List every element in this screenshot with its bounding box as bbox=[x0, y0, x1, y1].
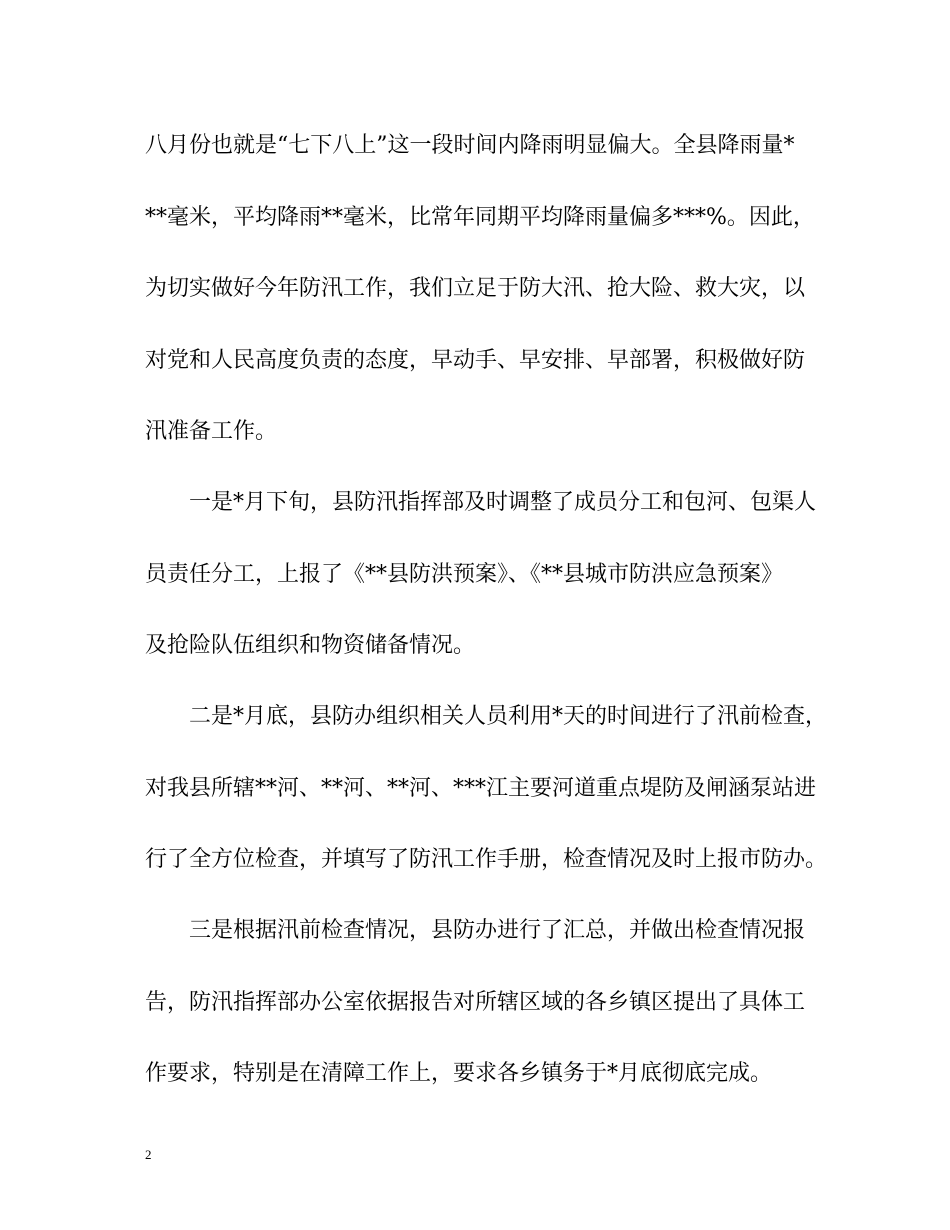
paragraph-line: 八月份也就是“七下八上”这一段时间内降雨明显偏大。全县降雨量* bbox=[145, 133, 795, 158]
paragraph-line: 员责任分工，上报了《**县防洪预案》、《**县城市防洪应急预案》 bbox=[145, 562, 784, 587]
paragraph-line: 告，防汛指挥部办公室依据报告对所辖区域的各乡镇区提出了具体工 bbox=[145, 990, 806, 1015]
paragraph-line: 二是*月底，县防办组织相关人员利用*天的时间进行了汛前检查， bbox=[189, 704, 828, 729]
paragraph-line: 作要求，特别是在清障工作上，要求各乡镇务于*月底彻底完成。 bbox=[145, 1061, 773, 1086]
paragraph-line: 对我县所辖**河、**河、**河、***江主要河道重点堤防及闸涵泵站进 bbox=[145, 776, 817, 801]
paragraph-line: 及抢险队伍组织和物资储备情况。 bbox=[145, 633, 476, 658]
page-number: 2 bbox=[145, 1147, 152, 1162]
paragraph-line: 一是*月下旬，县防汛指挥部及时调整了成员分工和包河、包渠人 bbox=[189, 490, 817, 515]
paragraph-line: 三是根据汛前检查情况，县防办进行了汇总，并做出检查情况报 bbox=[189, 918, 806, 943]
paragraph-line: 汛准备工作。 bbox=[145, 419, 278, 444]
paragraph-line: 为切实做好今年防汛工作，我们立足于防大汛、抢大险、救大灾，以 bbox=[145, 276, 806, 301]
paragraph-line: 对党和人民高度负责的态度，早动手、早安排、早部署，积极做好防 bbox=[145, 348, 806, 373]
paragraph-line: **毫米，平均降雨**毫米，比常年同期平均降雨量偏多***%。因此， bbox=[145, 205, 815, 230]
paragraph-line: 行了全方位检查，并填写了防汛工作手册，检查情况及时上报市防办。 bbox=[145, 847, 828, 872]
